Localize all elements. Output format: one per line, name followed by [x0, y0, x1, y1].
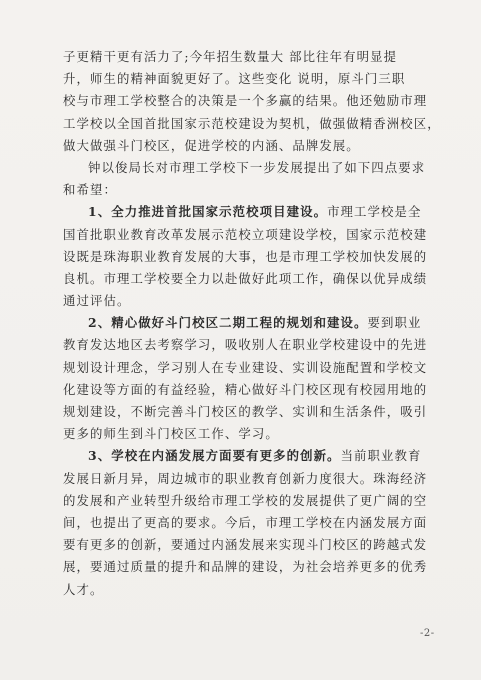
line-text: 更多的师生到斗门校区工作、学习。: [63, 426, 279, 442]
text-line: [63, 135, 447, 157]
line-text: 升，师生的精神面貌更好了。这些变化 说明，原斗门三职: [63, 71, 406, 87]
line-text: 化建设等方面的有益经验，精心做好斗门校区现有校园用地的: [63, 381, 428, 397]
text-line: [63, 179, 447, 201]
text-line: [63, 290, 447, 312]
section-heading: 2、精心做好斗门校区二期工程的规划和建设。: [88, 315, 368, 331]
text-line: [63, 357, 447, 379]
line-text: 要到职业: [367, 315, 422, 331]
line-text: 市理工学校是全: [327, 204, 422, 220]
line-text: 子更精干更有活力了;今年招生数量大 部比往年有明显提: [63, 49, 398, 64]
text-line: [63, 556, 447, 578]
text-line: [63, 379, 447, 401]
line-text: 间，也提出了更高的要求。今后，市理工学校在内涵发展方面: [63, 514, 428, 530]
line-text: 校与市理工学校整合的决策是一个多赢的结果。他还勉励市理: [63, 93, 428, 109]
line-text: 钟以俊局长对市理工学校下一步发展提出了如下四点要求: [88, 159, 426, 175]
line-text: 要有更多的创新，要通过内涵发展来实现斗门校区的跨越式发: [63, 537, 428, 553]
text-line: [63, 46, 447, 68]
line-text: 教育发达地区去考察学习，吸收别人在职业学校建设中的先进: [63, 337, 428, 353]
section-heading: 1、全力推进首批国家示范校项目建设。: [88, 204, 328, 220]
document-body: [63, 46, 447, 601]
line-text: 和希望：: [63, 182, 117, 198]
text-line: [63, 268, 447, 290]
text-line: [63, 312, 447, 334]
line-text: 发展日新月异，周边城市的职业教育创新力度很大。珠海经济: [63, 470, 428, 486]
line-text: 人才。: [63, 581, 104, 597]
line-text: 展，要通过质量的提升和品牌的建设，为社会培养更多的优秀: [63, 559, 428, 575]
page-number: -2-: [420, 628, 435, 639]
line-text: 做大做强斗门校区，促进学校的内涵、品牌发展。: [63, 137, 360, 153]
text-line: [63, 113, 447, 135]
text-line: [63, 157, 447, 179]
section-heading: 3、学校在内涵发展方面要有更多的创新。: [88, 448, 341, 464]
text-line: [63, 490, 447, 512]
text-line: [63, 334, 447, 356]
text-line: [63, 423, 447, 445]
line-text: 的发展和产业转型升级给市理工学校的发展提供了更广阔的空: [63, 492, 428, 508]
line-text: 通过评估。: [63, 293, 131, 309]
text-line: [63, 468, 447, 490]
line-text: 规划设计理念，学习别人在专业建设、实训设施配置和学校文: [63, 359, 428, 375]
text-line: [63, 246, 447, 268]
text-line: [63, 445, 447, 467]
line-text: 国首批职业教育改革发展示范校立项建设学校，国家示范校建: [63, 226, 428, 242]
text-line: [63, 534, 447, 556]
text-line: [63, 201, 447, 223]
text-line: [63, 224, 447, 246]
text-line: [63, 512, 447, 534]
text-line: [63, 68, 447, 90]
line-text: 当前职业教育: [340, 448, 422, 464]
line-text: 工学校以全国首批国家示范校建设为契机，做强做精香洲校区，: [63, 115, 441, 131]
text-line: [63, 579, 447, 601]
text-line: [63, 90, 447, 112]
line-text: 规划建设，不断完善斗门校区的教学、实训和生活条件，吸引: [63, 404, 428, 419]
line-text: 设既是珠海职业教育发展的大事，也是市理工学校加快发展的: [63, 248, 428, 264]
text-line: [63, 401, 447, 423]
line-text: 良机。市理工学校要全力以赴做好此项工作，确保以优异成绩: [63, 270, 428, 286]
